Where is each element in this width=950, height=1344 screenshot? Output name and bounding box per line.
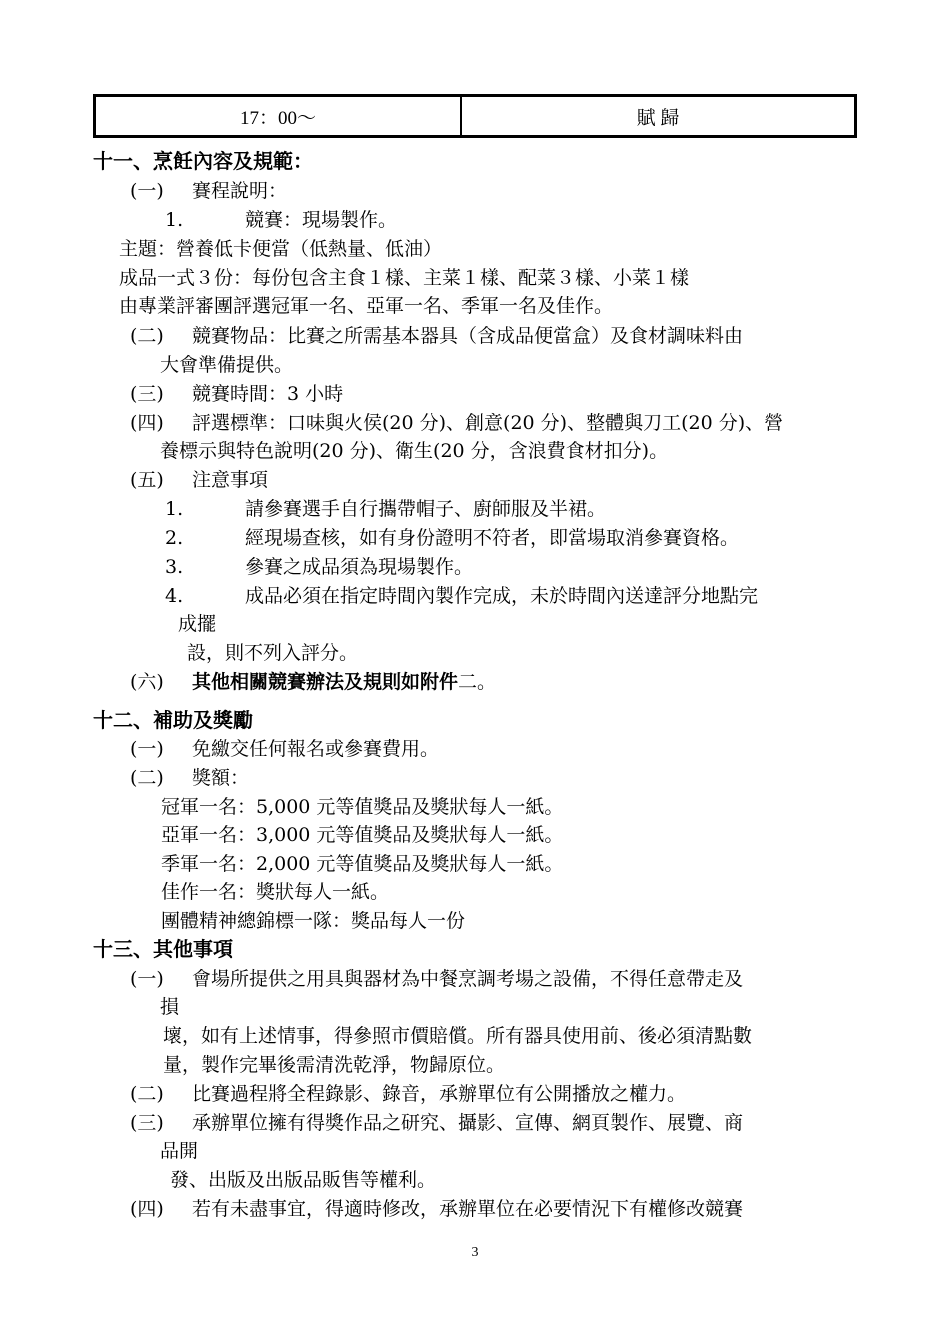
s11-sub2-label: (二)	[130, 325, 164, 347]
page-number: 3	[471, 1245, 479, 1260]
s11-sub4-label: (四)	[130, 412, 164, 434]
s13-sub1-text: 會場所提供之用具與器材為中餐烹調考場之設備，不得任意帶走及	[192, 968, 744, 990]
section-11-heading: 十一、烹飪內容及規範：	[93, 149, 313, 173]
s11-sub2-text: 競賽物品：比賽之所需基本器具（含成品便當盒）及食材調味料由	[192, 325, 744, 347]
prize-line: 季軍一名：2,000 元等值獎品及獎狀每人一紙。	[161, 853, 564, 875]
prize-line: 佳作一名：獎狀每人一紙。	[161, 881, 390, 903]
s11-theme: 主題：營養低卡便當（低熱量、低油）	[119, 238, 443, 260]
schedule-event-cell: 賦 歸	[461, 96, 855, 136]
note-text: 經現場查核，如有身份證明不符者，即當場取消參賽資格。	[245, 527, 740, 549]
s11-sub1	[130, 177, 287, 205]
s13-sub2	[130, 1080, 686, 1108]
s11-sub4-text: 評選標準：口味與火侯(20 分)、創意(20 分)、整體與刀工(20 分)、營	[192, 412, 784, 434]
list-item	[165, 582, 758, 610]
section-13-heading: 十三、其他事項	[93, 937, 233, 961]
note4-cont1: 成擺	[178, 613, 217, 635]
note-text: 請參賽選手自行攜帶帽子、廚師服及半裙。	[245, 498, 607, 520]
s11-sub3	[130, 380, 343, 408]
s12-sub1	[130, 735, 439, 763]
s13-sub4-label: (四)	[130, 1198, 164, 1220]
s13-sub2-label: (二)	[130, 1083, 164, 1105]
s11-sub6-text-end: 二。	[458, 671, 497, 693]
schedule-table	[93, 94, 857, 138]
s11-sub2	[130, 322, 743, 350]
note-num: 2.	[165, 527, 184, 549]
table-row	[95, 96, 855, 136]
s12-sub2-label: (二)	[130, 767, 164, 789]
s13-sub1-cont2: 壞，如有上述情事，得參照市價賠償。所有器具使用前、後必須清點數	[163, 1025, 753, 1047]
s11-sub5-text: 注意事項	[192, 469, 269, 491]
s11-sub1-label: (一)	[130, 180, 164, 202]
s13-sub4-text: 若有未盡事宜，得適時修改，承辦單位在必要情況下有權修改競賽	[192, 1198, 744, 1220]
s13-sub1-cont3: 量，製作完畢後需清洗乾淨，物歸原位。	[163, 1054, 506, 1076]
schedule-time-cell: 17：00～	[95, 96, 461, 136]
s11-sub4	[130, 409, 783, 437]
s13-sub4	[130, 1195, 743, 1223]
prize-line: 亞軍一名：3,000 元等值獎品及獎狀每人一紙。	[161, 824, 564, 846]
s13-sub2-text: 比賽過程將全程錄影、錄音，承辦單位有公開播放之權力。	[192, 1083, 687, 1105]
s13-sub3	[130, 1109, 743, 1137]
s11-item1	[165, 206, 397, 234]
s11-product: 成品一式３份：每份包含主食１樣、主菜１樣、配菜３樣、小菜１樣	[119, 267, 690, 289]
s13-sub3-text: 承辦單位擁有得獎作品之研究、攝影、宣傳、網頁製作、展覽、商	[192, 1112, 744, 1134]
s13-sub1-cont1: 損	[160, 996, 180, 1018]
list-item	[165, 524, 739, 552]
s11-sub3-label: (三)	[130, 383, 164, 405]
s11-sub4-cont: 養標示與特色說明(20 分)、衛生(20 分，含浪費食材扣分)。	[160, 440, 669, 462]
s11-sub5-label: (五)	[130, 469, 164, 491]
prize-line: 冠軍一名：5,000 元等值獎品及獎狀每人一紙。	[161, 796, 564, 818]
s13-sub1	[130, 965, 743, 993]
s12-sub2	[130, 764, 249, 792]
s11-sub2-cont: 大會準備提供。	[160, 354, 294, 376]
s13-sub3-label: (三)	[130, 1112, 164, 1134]
s11-sub5	[130, 466, 268, 494]
s11-sub3-text: 競賽時間：3 小時	[192, 383, 344, 405]
s11-sub6	[130, 668, 496, 696]
s11-judging: 由專業評審團評選冠軍一名、亞軍一名、季軍一名及佳作。	[119, 295, 614, 317]
s13-sub1-label: (一)	[130, 968, 164, 990]
list-item	[165, 553, 473, 581]
note-text: 參賽之成品須為現場製作。	[245, 556, 474, 578]
section-12-heading: 十二、補助及獎勵	[93, 708, 253, 732]
s13-sub3-cont1: 品開	[160, 1140, 199, 1162]
s13-sub3-cont2: 發、出版及出版品販售等權利。	[170, 1169, 437, 1191]
s11-sub6-label: (六)	[130, 671, 164, 693]
s12-sub2-text: 獎額：	[192, 767, 250, 789]
prize-line: 團體精神總錦標一隊：獎品每人一份	[161, 910, 466, 932]
note-num: 1.	[165, 498, 184, 520]
note-num: 3.	[165, 556, 184, 578]
s11-item1-text: 競賽：現場製作。	[245, 209, 398, 231]
list-item	[165, 495, 606, 523]
note-num: 4.	[165, 585, 184, 607]
note4-cont2: 設，則不列入評分。	[187, 642, 359, 664]
s12-sub1-label: (一)	[130, 738, 164, 760]
s11-sub6-text-bold: 其他相關競賽辦法及規則如附件	[192, 671, 459, 693]
s11-item1-num: 1.	[165, 209, 184, 231]
s11-sub1-text: 賽程說明：	[192, 180, 288, 202]
s12-sub1-text: 免繳交任何報名或參賽費用。	[192, 738, 440, 760]
note-text: 成品必須在指定時間內製作完成，未於時間內送達評分地點完	[245, 585, 759, 607]
